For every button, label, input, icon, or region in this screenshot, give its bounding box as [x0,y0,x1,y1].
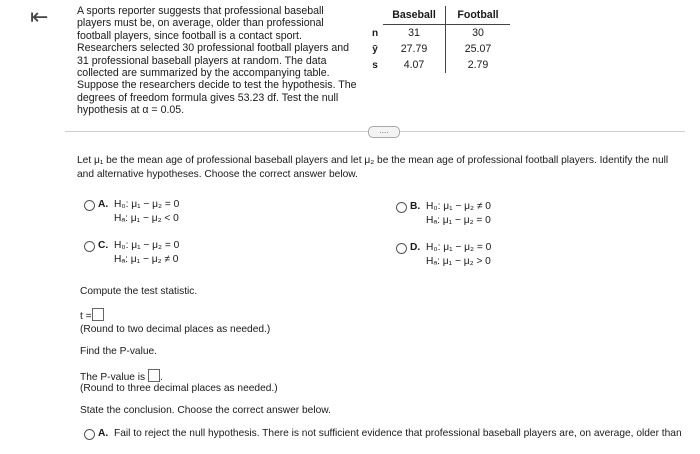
problem-statement: A sports reporter suggests that professional baseball players must be, on average, older than professional football players, since football is a contact sport. Researchers selected 30 professional football players and 31 professional baseball players at random. The data collected are summarized by the accompanying table. Suppose the researchers decide to test the hypothesis. The degrees of freedom formula gives 53.23 df. Test the null hypothesis at α = 0.05. [77,5,357,117]
option-h0: H₀: μ₁ − μ₂ = 0 [426,242,492,253]
p-value-input[interactable] [148,369,160,382]
radio-icon[interactable] [84,200,95,211]
option-h0: H₀: μ₁ − μ₂ ≠ 0 [426,201,491,212]
row-labels [370,26,380,74]
option-ha: Hₐ: μ₁ − μ₂ < 0 [114,213,179,224]
header-football: Football [446,6,511,25]
row-label-ybar: ȳ [372,44,378,55]
cell-mean-baseball: 27.79 [383,41,446,57]
row-label-s: s [372,60,378,71]
option-h0: H₀: μ₁ − μ₂ = 0 [114,199,180,210]
conclusion-title: State the conclusion. Choose the correct answer below. [80,405,331,416]
cell-sd-baseball: 4.07 [383,57,446,73]
radio-icon[interactable] [84,241,95,252]
option-ha: Hₐ: μ₁ − μ₂ > 0 [426,256,491,267]
option-letter: B. [410,201,421,212]
t-round-note: (Round to two decimal places as needed.) [80,324,271,335]
row-label-n: n [371,28,379,39]
compute-title: Compute the test statistic. [80,286,198,297]
option-h0: H₀: μ₁ − μ₂ = 0 [114,240,180,251]
radio-icon[interactable] [84,429,95,440]
t-label: t = [80,311,92,322]
t-statistic-row [80,308,104,323]
option-letter: A. [98,199,109,210]
option-letter: C. [98,240,109,251]
option-letter: D. [410,242,421,253]
t-statistic-input[interactable] [92,308,104,321]
conclusion-a-text: Fail to reject the null hypothesis. There is not sufficient evidence that professional baseball players are, on average, older than [114,428,682,439]
cell-mean-football: 25.07 [464,43,492,55]
cell-sd-football: 2.79 [467,59,489,71]
p-value-row: The P-value is . [80,369,163,384]
radio-icon[interactable] [396,202,407,213]
option-ha: Hₐ: μ₁ − μ₂ ≠ 0 [114,254,179,265]
expand-more-button[interactable]: .... [368,126,400,138]
header-baseball: Baseball [383,6,446,25]
back-arrow-icon[interactable]: ⇤ [30,4,49,29]
p-round-note: (Round to three decimal places as needed.) [80,383,278,394]
option-letter: A. [98,428,109,439]
p-value-title: Find the P-value. [80,346,158,357]
p-value-label: The P-value is [80,372,146,383]
option-ha: Hₐ: μ₁ − μ₂ = 0 [426,215,491,226]
summary-table [383,6,510,73]
cell-n-football: 30 [472,27,484,39]
hypothesis-question: Let μ₁ be the mean age of professional baseball players and let μ₂ be the mean age of professional football players. Identify the null and alternative hypotheses. Choose the correct answer below. [77,155,669,180]
radio-icon[interactable] [396,243,407,254]
cell-n-baseball: 31 [383,25,446,42]
